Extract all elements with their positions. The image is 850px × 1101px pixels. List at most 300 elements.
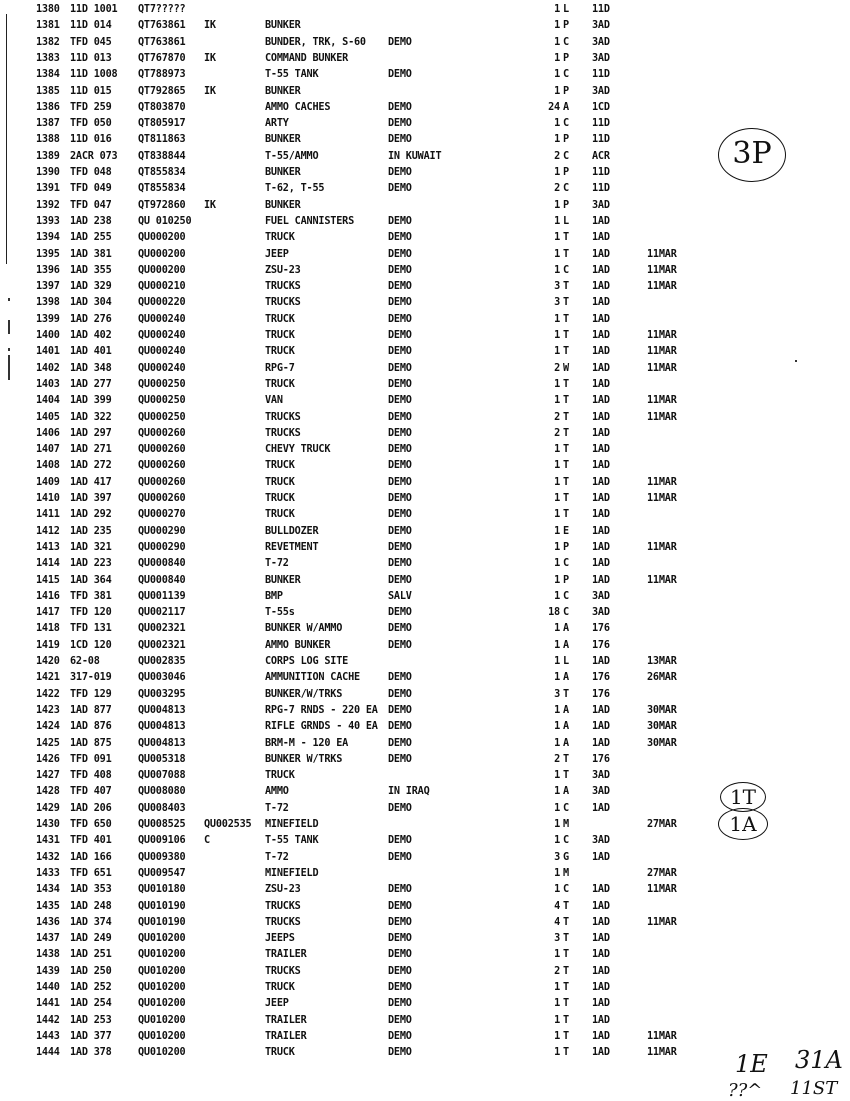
grid-coordinate: QT792865 [138, 85, 186, 97]
grid-coordinate: QU000260 [138, 492, 186, 505]
secondary-ref: QU002535 [204, 818, 252, 831]
division: 1AD [592, 997, 610, 1010]
date: 11MAR [647, 574, 677, 586]
grid-coordinate: QU000240 [138, 313, 186, 326]
quantity: 1 [554, 231, 560, 244]
type-code: T [563, 280, 569, 293]
quantity: 1 [554, 834, 560, 847]
quantity: 1 [554, 997, 560, 1010]
description: BULLDOZER [265, 525, 319, 537]
record-number: 1401 [36, 345, 60, 358]
type-code: T [563, 769, 569, 782]
quantity: 3 [554, 280, 560, 293]
record-number: 1403 [36, 378, 60, 391]
quantity: 2 [554, 753, 560, 766]
division: 11D [592, 166, 610, 179]
type-code: A [563, 720, 569, 733]
description: BUNKER [265, 166, 301, 179]
quantity: 1 [554, 117, 560, 130]
record-number: 1416 [36, 590, 60, 603]
status: IN KUWAIT [388, 150, 442, 163]
table-row [0, 99, 850, 116]
unit-code: 1AD 321 [70, 541, 112, 554]
secondary-ref: C [204, 834, 210, 847]
table-row [0, 1045, 850, 1062]
grid-coordinate: QU000200 [138, 248, 186, 260]
description: TRUCK [265, 1046, 295, 1059]
secondary-ref: IK [204, 19, 216, 32]
quantity: 4 [554, 900, 560, 912]
quantity: 2 [554, 411, 560, 423]
quantity: 1 [554, 622, 560, 635]
type-code: T [563, 753, 569, 766]
unit-code: 1AD 251 [70, 948, 112, 961]
record-number: 1386 [36, 101, 60, 114]
table-row [0, 393, 850, 410]
division: 1AD [592, 557, 610, 570]
date: 11MAR [647, 362, 677, 374]
table-row [0, 425, 850, 442]
record-number: 1432 [36, 851, 60, 863]
record-number: 1419 [36, 639, 60, 652]
unit-code: 1AD 253 [70, 1014, 112, 1026]
division: 1AD [592, 948, 610, 961]
unit-code: 11D 013 [70, 52, 112, 65]
table-row [0, 556, 850, 573]
grid-coordinate: QU010200 [138, 981, 186, 994]
record-number: 1424 [36, 720, 60, 733]
division: 176 [592, 671, 610, 684]
division: 1AD [592, 280, 610, 293]
table-row [0, 1012, 850, 1029]
unit-code: 1AD 255 [70, 231, 112, 244]
record-number: 1404 [36, 394, 60, 407]
grid-coordinate: QU010200 [138, 1046, 186, 1059]
grid-coordinate: QU010200 [138, 932, 186, 945]
unit-code: 1AD 364 [70, 574, 112, 586]
unit-code: 1AD 252 [70, 981, 112, 994]
table-row [0, 360, 850, 377]
status: DEMO [388, 443, 412, 456]
quantity: 1 [554, 378, 560, 391]
quantity: 1 [554, 68, 560, 81]
date: 30MAR [647, 720, 677, 733]
grid-coordinate: QU000250 [138, 411, 186, 423]
unit-code: 1AD 166 [70, 851, 112, 863]
description: T-55 TANK [265, 68, 319, 81]
unit-code: 62-08 [70, 655, 100, 668]
date: 11MAR [647, 329, 677, 342]
description: AMMO BUNKER [265, 639, 331, 652]
type-code: T [563, 313, 569, 326]
quantity: 1 [554, 639, 560, 652]
description: AMMUNITION CACHE [265, 671, 360, 684]
type-code: T [563, 394, 569, 407]
record-number: 1395 [36, 248, 60, 260]
grid-coordinate: QU000220 [138, 296, 186, 309]
unit-code: TFD 049 [70, 182, 112, 195]
type-code: G [563, 851, 569, 863]
description: BUNKER [265, 19, 301, 32]
status: DEMO [388, 574, 412, 586]
record-number: 1406 [36, 427, 60, 440]
division: 176 [592, 639, 610, 652]
description: TRAILER [265, 1014, 307, 1026]
record-number: 1414 [36, 557, 60, 570]
type-code: T [563, 916, 569, 929]
table-row [0, 702, 850, 719]
record-number: 1415 [36, 574, 60, 586]
grid-coordinate: QU010180 [138, 883, 186, 896]
status: IN IRAQ [388, 785, 430, 798]
description: T-72 [265, 557, 289, 570]
division: 176 [592, 622, 610, 635]
type-code: A [563, 671, 569, 684]
table-row [0, 979, 850, 996]
date: 11MAR [647, 248, 677, 260]
quantity: 1 [554, 883, 560, 896]
status: DEMO [388, 378, 412, 391]
table-row [0, 18, 850, 35]
status: DEMO [388, 248, 412, 260]
type-code: P [563, 85, 569, 97]
record-number: 1387 [36, 117, 60, 130]
division: 1AD [592, 264, 610, 277]
description: TRAILER [265, 1030, 307, 1043]
description: TRUCK [265, 981, 295, 994]
table-row [0, 34, 850, 51]
quantity: 1 [554, 459, 560, 472]
grid-coordinate: QU000260 [138, 443, 186, 456]
record-number: 1429 [36, 802, 60, 815]
status: DEMO [388, 802, 412, 815]
grid-coordinate: QT838844 [138, 150, 186, 163]
quantity: 1 [554, 802, 560, 815]
status: DEMO [388, 851, 412, 863]
type-code: T [563, 248, 569, 260]
record-number: 1396 [36, 264, 60, 277]
table-row [0, 230, 850, 247]
description: REVETMENT [265, 541, 319, 554]
division: 3AD [592, 19, 610, 32]
quantity: 1 [554, 313, 560, 326]
type-code: C [563, 834, 569, 847]
grid-coordinate: QU009380 [138, 851, 186, 863]
division: 1AD [592, 296, 610, 309]
type-code: A [563, 704, 569, 717]
type-code: L [563, 215, 569, 228]
table-row [0, 963, 850, 980]
division: 1AD [592, 362, 610, 374]
division: 11D [592, 3, 610, 16]
date: 30MAR [647, 704, 677, 717]
grid-coordinate: QU000290 [138, 541, 186, 554]
grid-coordinate: QT855834 [138, 182, 186, 195]
quantity: 1 [554, 19, 560, 32]
grid-coordinate: QU001139 [138, 590, 186, 603]
type-code: T [563, 1030, 569, 1043]
unit-code: 1AD 355 [70, 264, 112, 277]
table-row [0, 719, 850, 736]
date: 11MAR [647, 1046, 677, 1059]
table-row [0, 914, 850, 931]
record-number: 1413 [36, 541, 60, 554]
unit-code: TFD 131 [70, 622, 112, 635]
grid-coordinate: QU010200 [138, 965, 186, 978]
status: DEMO [388, 900, 412, 912]
description: TRUCK [265, 378, 295, 391]
grid-coordinate: QU010190 [138, 916, 186, 929]
grid-coordinate: QU000840 [138, 557, 186, 570]
division: 3AD [592, 85, 610, 97]
division: 1AD [592, 541, 610, 554]
type-code: P [563, 166, 569, 179]
handwritten-note: 1E [735, 1050, 768, 1078]
description: MINEFIELD [265, 867, 319, 880]
type-code: C [563, 68, 569, 81]
type-code: T [563, 981, 569, 994]
grid-coordinate: QU000260 [138, 459, 186, 472]
description: TRUCKS [265, 427, 301, 440]
status: DEMO [388, 981, 412, 994]
date: 11MAR [647, 345, 677, 358]
status: DEMO [388, 36, 412, 48]
division: 3AD [592, 199, 610, 211]
table-row [0, 637, 850, 654]
description: TRUCKS [265, 296, 301, 309]
date: 27MAR [647, 867, 677, 880]
record-number: 1411 [36, 508, 60, 521]
type-code: C [563, 590, 569, 603]
handwritten-circle-note: 1A [718, 808, 768, 840]
grid-coordinate: QU003295 [138, 688, 186, 700]
grid-coordinate: QU005318 [138, 753, 186, 766]
unit-code: 1AD 271 [70, 443, 112, 456]
record-number: 1442 [36, 1014, 60, 1026]
grid-coordinate: QU002117 [138, 606, 186, 619]
type-code: T [563, 296, 569, 309]
description: TRAILER [265, 948, 307, 961]
table-row [0, 604, 850, 621]
quantity: 1 [554, 818, 560, 831]
quantity: 1 [554, 1046, 560, 1059]
description: JEEPS [265, 932, 295, 945]
unit-code: 1AD 250 [70, 965, 112, 978]
description: T-55 TANK [265, 834, 319, 847]
type-code: T [563, 378, 569, 391]
table-row [0, 882, 850, 899]
status: DEMO [388, 1046, 412, 1059]
quantity: 3 [554, 851, 560, 863]
record-number: 1427 [36, 769, 60, 782]
record-number: 1408 [36, 459, 60, 472]
status: DEMO [388, 948, 412, 961]
status: DEMO [388, 215, 412, 228]
unit-code: 1AD 353 [70, 883, 112, 896]
description: FUEL CANNISTERS [265, 215, 355, 228]
unit-code: 1AD 254 [70, 997, 112, 1010]
quantity: 1 [554, 671, 560, 684]
unit-code: 1AD 877 [70, 704, 112, 717]
date: 27MAR [647, 818, 677, 831]
quantity: 1 [554, 720, 560, 733]
status: DEMO [388, 362, 412, 374]
record-number: 1444 [36, 1046, 60, 1059]
type-code: P [563, 199, 569, 211]
division: 1AD [592, 916, 610, 929]
description: RPG-7 [265, 362, 295, 374]
record-number: 1397 [36, 280, 60, 293]
record-number: 1394 [36, 231, 60, 244]
type-code: T [563, 1014, 569, 1026]
unit-code: 1AD 272 [70, 459, 112, 472]
table-row [0, 930, 850, 947]
record-number: 1385 [36, 85, 60, 97]
quantity: 1 [554, 394, 560, 407]
type-code: T [563, 459, 569, 472]
unit-code: TFD 045 [70, 36, 112, 48]
grid-coordinate: QU002321 [138, 639, 186, 652]
description: CORPS LOG SITE [265, 655, 349, 668]
quantity: 1 [554, 508, 560, 521]
description: TRUCK [265, 313, 295, 326]
status: DEMO [388, 557, 412, 570]
type-code: T [563, 329, 569, 342]
record-number: 1392 [36, 199, 60, 211]
type-code: T [563, 932, 569, 945]
quantity: 1 [554, 3, 560, 16]
division: 1AD [592, 1030, 610, 1043]
division: 1AD [592, 459, 610, 472]
status: DEMO [388, 541, 412, 554]
unit-code: 1AD 329 [70, 280, 112, 293]
table-row [0, 653, 850, 670]
division: 1AD [592, 655, 610, 668]
date: 13MAR [647, 655, 677, 668]
division: 3AD [592, 52, 610, 65]
quantity: 1 [554, 785, 560, 798]
record-number: 1430 [36, 818, 60, 831]
type-code: T [563, 1046, 569, 1059]
unit-code: 1AD 238 [70, 215, 112, 228]
division: 1AD [592, 411, 610, 423]
unit-code: TFD 650 [70, 818, 112, 831]
table-row [0, 849, 850, 866]
grid-coordinate: QU010200 [138, 948, 186, 961]
status: DEMO [388, 997, 412, 1010]
record-number: 1420 [36, 655, 60, 668]
unit-code: TFD 048 [70, 166, 112, 179]
unit-code: 11D 015 [70, 85, 112, 97]
description: T-55s [265, 606, 295, 619]
description: BUNKER [265, 133, 301, 146]
unit-code: 11D 016 [70, 133, 112, 146]
description: BUNKER [265, 85, 301, 97]
quantity: 1 [554, 655, 560, 668]
handwritten-note: ??^ [728, 1080, 763, 1101]
unit-code: 1CD 120 [70, 639, 112, 652]
type-code: C [563, 182, 569, 195]
table-row [0, 197, 850, 214]
type-code: C [563, 117, 569, 130]
handwritten-note: 11ST [790, 1078, 838, 1099]
record-number: 1410 [36, 492, 60, 505]
description: TRUCKS [265, 965, 301, 978]
division: 1AD [592, 883, 610, 896]
grid-coordinate: QU010200 [138, 1030, 186, 1043]
grid-coordinate: QU002835 [138, 655, 186, 668]
unit-code: 1AD 348 [70, 362, 112, 374]
division: 176 [592, 753, 610, 766]
description: VAN [265, 394, 283, 407]
record-number: 1380 [36, 3, 60, 16]
grid-coordinate: QU000840 [138, 574, 186, 586]
type-code: A [563, 737, 569, 749]
unit-code: 1AD 401 [70, 345, 112, 358]
record-number: 1383 [36, 52, 60, 65]
record-number: 1431 [36, 834, 60, 847]
table-row [0, 670, 850, 687]
unit-code: 1AD 235 [70, 525, 112, 537]
status: DEMO [388, 1030, 412, 1043]
date: 11MAR [647, 492, 677, 505]
record-number: 1384 [36, 68, 60, 81]
description: JEEP [265, 248, 289, 260]
type-code: P [563, 541, 569, 554]
status: DEMO [388, 166, 412, 179]
record-number: 1381 [36, 19, 60, 32]
record-number: 1443 [36, 1030, 60, 1043]
quantity: 1 [554, 574, 560, 586]
grid-coordinate: QU010190 [138, 900, 186, 912]
division: ACR [592, 150, 610, 163]
handwritten-note: 31A [795, 1046, 843, 1074]
table-row [0, 376, 850, 393]
table-row [0, 621, 850, 638]
status: DEMO [388, 508, 412, 521]
quantity: 1 [554, 948, 560, 961]
type-code: M [563, 867, 569, 880]
unit-code: TFD 120 [70, 606, 112, 619]
table-row [0, 507, 850, 524]
unit-code: 1AD 248 [70, 900, 112, 912]
table-row [0, 996, 850, 1013]
status: DEMO [388, 182, 412, 195]
unit-code: TFD 091 [70, 753, 112, 766]
description: TRUCK [265, 492, 295, 505]
status: DEMO [388, 394, 412, 407]
handwritten-circle-note: 3P [718, 128, 786, 182]
status: DEMO [388, 231, 412, 244]
record-number: 1440 [36, 981, 60, 994]
unit-code: 1AD 374 [70, 916, 112, 929]
unit-code: 1AD 297 [70, 427, 112, 440]
grid-coordinate: QT763861 [138, 19, 186, 32]
status: DEMO [388, 688, 412, 700]
grid-coordinate: QU000210 [138, 280, 186, 293]
handwritten-circle-note: 1T [720, 782, 766, 812]
type-code: T [563, 411, 569, 423]
record-number: 1398 [36, 296, 60, 309]
type-code: P [563, 19, 569, 32]
description: TRUCK [265, 459, 295, 472]
division: 1AD [592, 1046, 610, 1059]
quantity: 3 [554, 296, 560, 309]
description: TRUCK [265, 476, 295, 489]
description: RPG-7 RNDS - 220 EA [265, 704, 378, 717]
unit-code: 1AD 277 [70, 378, 112, 391]
description: BUNKER [265, 199, 301, 211]
